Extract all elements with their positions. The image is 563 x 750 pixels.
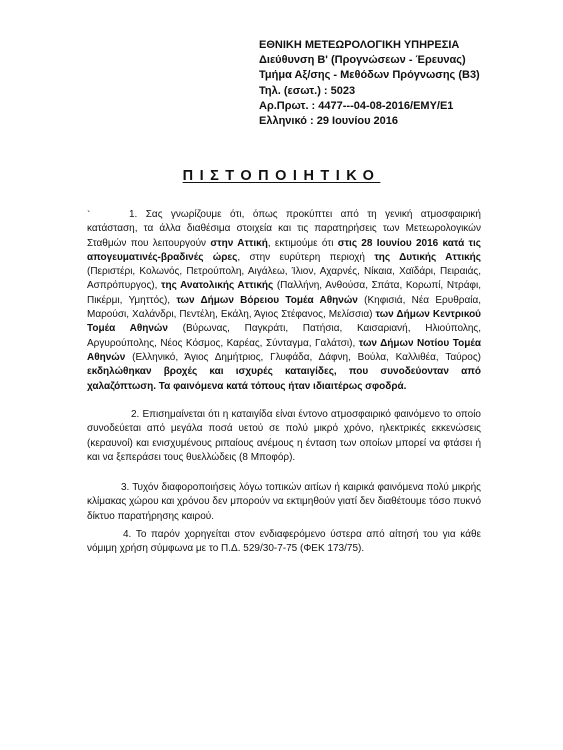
emphasis: στις 28 Ιουνίου 2016 κατά τις απογευματινές-βραδινές ώρες: [87, 237, 481, 263]
emphasis: των Δήμων Νοτίου Τομέα Αθηνών: [87, 337, 481, 363]
emphasis: στην Αττική: [210, 237, 268, 249]
paragraph-1: [87, 208, 481, 394]
phone: Τηλ. (εσωτ.) : 5023: [259, 84, 356, 97]
document-title: [0, 168, 563, 184]
paragraph-number: 4.: [123, 529, 132, 540]
paragraph-number: 2.: [131, 409, 140, 420]
paragraph-text: Το παρόν χορηγείται στον ενδιαφερόμενο ύστερα από αίτησή του για κάθε νόμιμη χρήση σύμφωνα με το Π.Δ. 529/30-7-75 (ΦΕΚ 173/75).: [87, 529, 481, 555]
paragraph-2: [87, 408, 481, 465]
document-title-text: ΠΙΣΤΟΠΟΙΗΤΙΚΟ: [182, 168, 381, 184]
emphasis: της Ανατολικής Αττικής: [161, 280, 274, 292]
directorate: Διεύθυνση Β' (Προγνώσεων - Έρευνας): [259, 54, 466, 67]
paragraph-text: , εκτιμούμε ότι: [267, 237, 338, 249]
paragraph-4: [87, 528, 481, 557]
emphasis: της Δυτικής Αττικής: [374, 251, 481, 263]
paragraph-text: , στην ευρύτερη περιοχή: [237, 251, 375, 263]
paragraph-number: 3.: [121, 482, 130, 493]
paragraph-text: Τυχόν διαφοροποιήσεις λόγω τοπικών αιτίων ή καιρικά φαινόμενα πολύ μικρής κλίμακας χώρου και χρόνου δεν μπορούν να εκτιμηθούν γιατί δεν διαθέτουμε τόσο πυκνό δίκτυο παρατήρησης καιρού.: [87, 482, 481, 522]
emphasis: εκδηλώθηκαν βροχές και ισχυρές καταιγίδες, που συνοδεύονταν από χαλαζόπτωση. Τα φαινόμενα κατά τόπους ήταν ιδιαιτέρως σφοδρά.: [87, 366, 481, 392]
protocol-number: Αρ.Πρωτ. : 4477---04-08-2016/ΕΜΥ/Ε1: [259, 99, 454, 112]
paragraph-number: 1.: [129, 209, 138, 220]
issue-date: Ελληνικό : 29 Ιουνίου 2016: [259, 115, 399, 128]
paragraph-text: (Βύρωνας, Παγκράτι, Πατήσια, Καισαριανή, Ηλιούπολης, Αργυρούπολης, Νέος Κόσμος, Καρέας, Σύνταγμα, Γαλάτσι),: [87, 323, 481, 349]
paragraph-text: (Περιστέρι, Κολωνός, Πετρούπολη, Αιγάλεω, Ίλιον, Αχαρνές, Νίκαια, Χαϊδάρι, Πειραιάς, Ασπρόπυργος),: [87, 266, 481, 292]
paragraph-text: (Παλλήνη, Ανθούσα, Σπάτα, Κορωπί, Ντράφι, Πικέρμι, Υμηττός),: [87, 280, 481, 306]
letterhead: [259, 38, 480, 129]
emphasis: των Δήμων Βόρειου Τομέα Αθηνών: [176, 294, 358, 306]
paragraph-text: Επισημαίνεται ότι η καταιγίδα είναι έντονο ατμοσφαιρικό φαινόμενο το οποίο συνοδεύεται από μεγάλα ποσά υετού σε πολύ μικρό χρόνο, ηλεκτρικές εκκενώσεις (κεραυνοί) και ενισχυμένους ριπαίους ανέμους η ένταση των οποίων μπορεί να φτάσει ή και να ξεπεράσει τους θυελλώδεις (8 Μποφόρ).: [87, 409, 481, 463]
stray-mark: `: [87, 210, 91, 221]
paragraph-text: Σας γνωρίζουμε ότι, όπως προκύπτει από τη γενική ατμοσφαιρική κατάσταση, τα άλλα διαθέσιμα στοιχεία και τις παρατηρήσεις των Μετεωρολογικών Σταθμών που λειτουργούν: [87, 209, 481, 249]
paragraph-text: (Ελληνικό, Άγιος Δημήτριος, Γλυφάδα, Δάφνη, Βούλα, Καλλιθέα, Ταύρος): [125, 351, 481, 363]
paragraph-3: [87, 481, 481, 524]
emphasis: των Δήμων Κεντρικού Τομέα Αθηνών: [87, 309, 481, 335]
agency-name: ΕΘΝΙΚΗ ΜΕΤΕΩΡΟΛΟΓΙΚΗ ΥΠΗΡΕΣΙΑ: [259, 39, 460, 51]
paragraph-text: (Κηφισιά, Νέα Ερυθραία, Μαρούσι, Χαλάνδρι, Πεντέλη, Εκάλη, Άγιος Στέφανος, Μελίσσια): [87, 294, 482, 321]
department: Τμήμα Αξ/σης - Μεθόδων Πρόγνωσης (Β3): [259, 69, 480, 82]
